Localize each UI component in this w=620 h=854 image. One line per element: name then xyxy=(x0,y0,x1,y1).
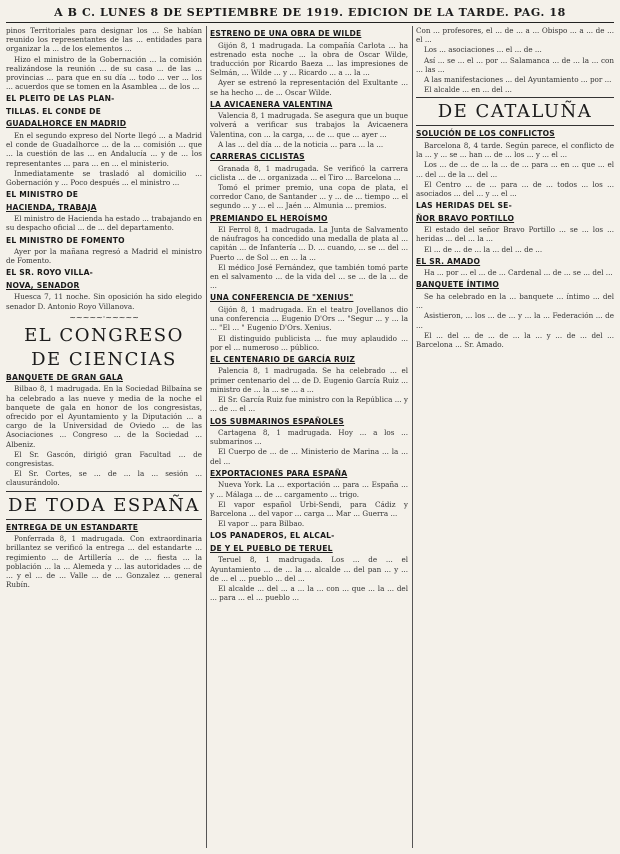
paragraph: Hizo el ministro de la Gobernación ... la comisión realizándose la reunión ... de su casa ... de las ... provincias ... para que en su día ... todo ... ver ... los ... acuerdos que se tomen en la Asamblea ... de los ... xyxy=(6,54,202,92)
headline: LOS PANADEROS, EL ALCAL- xyxy=(210,531,335,541)
column-2 xyxy=(210,26,408,850)
paragraph: El distinguido publicista ... fue muy aplaudido ... por el ... numeroso ... público. xyxy=(210,333,408,352)
paragraph: Asistieron, ... los ... de ... y ... la ... Federación ... de ... xyxy=(416,311,614,330)
paragraph: Bilbao 8, 1 madrugada. En la Sociedad Bilbaína se ha celebrado a las nueve y media de la noche el banquete de gala en honor de los congresistas, ofrecido por el Ayuntamiento y la Diputación ... a cargo de la Universidad de Oviedo ... de las Asociaciones ... Congreso ... de la Sociedad ... Albeniz. xyxy=(6,384,202,449)
paragraph: El ... de ... de ... la ... del ... de ... xyxy=(424,244,543,254)
paragraph: Ayer por la mañana regresó a Madrid el ministro de Fomento. xyxy=(6,247,202,266)
column-1 xyxy=(6,26,202,850)
paragraph: Palencia 8, 1 madrugada. Se ha celebrado ... el primer centenario del ... de D. Eugenio García Ruiz ... ministro de ... la ... se ... a ... xyxy=(210,366,408,394)
headline: EL PLEITO DE LAS PLAN- xyxy=(6,94,115,104)
paragraph: Ayer se estrenó la representación del Exultante ... se ha hecho ... de ... Oscar Wilde. xyxy=(210,78,408,97)
section-rule xyxy=(416,125,614,126)
paragraph: Ha ... por ... el ... de ... Cardenal ... de ... se ... del ... xyxy=(424,268,613,278)
headline: UNA CONFERENCIA DE "XENIUS" xyxy=(210,293,354,303)
section-title: DE TODA ESPAÑA xyxy=(8,494,200,516)
paragraph: Huesca 7, 11 noche. Sin oposición ha sido elegido senador D. Antonio Royo Villanova. xyxy=(6,292,202,311)
paragraph: Los ... asociaciones ... el ... de ... xyxy=(424,45,542,55)
paragraph: Se ha celebrado en la ... banquete ... íntimo ... del ... xyxy=(416,291,614,311)
headline: EL SR. AMADO xyxy=(416,256,481,266)
headline: NOVA, SENADOR xyxy=(6,280,80,290)
paragraph: El Cuerpo de ... de ... Ministerio de Marina ... la ... del ... xyxy=(210,447,408,466)
paragraph: Los ... de ... de ... la ... de ... para ... en ... que ... el ... del ... de la ... del ... xyxy=(416,160,614,179)
column-rule xyxy=(412,26,413,848)
section-title: EL CONGRESO xyxy=(24,324,184,346)
paragraph: El alcalde ... en ... del ... xyxy=(424,85,512,95)
paragraph: pinos Territoriales para designar los ... Se habían reunido los representantes de las ... entidades para organizar la ... de los elementos ... xyxy=(6,26,202,54)
section-rule xyxy=(6,491,202,492)
paragraph: A las ... del día ... de la noticia ... para ... la ... xyxy=(218,139,384,149)
paragraph: El vapor ... para Bilbao. xyxy=(218,519,305,529)
headline: HACIENDA, TRABAJA xyxy=(6,202,97,212)
headline: ENTREGA DE UN ESTANDARTE xyxy=(6,522,139,532)
headline: ÑOR BRAVO PORTILLO xyxy=(416,213,515,223)
paragraph: Barcelona 8, 4 tarde. Según parece, el conflicto de la ... y ... se ... han ... de ... los ... y ... el ... xyxy=(416,140,614,160)
headline: SOLUCIÓN DE LOS CONFLICTOS xyxy=(416,129,555,139)
paragraph: Gijón 8, 1 madrugada. En el teatro Jovellanos dio una conferencia ... Eugenio D'Ors ... "Segur ... y ... la ... "El ... " Eugenio D'Ors. Xenius. xyxy=(210,304,408,333)
section-title: DE CIENCIAS xyxy=(31,348,177,370)
paragraph: El ministro de Hacienda ha estado ... trabajando en su despacho oficial ... de ... del departamento. xyxy=(6,214,202,233)
paragraph: Tomó el primer premio, una copa de plata, el corredor Cano, de Santander ... y ... de ... tiempo ... el segundo ... y ... el ... Jaén ... Almunia ... premios. xyxy=(210,182,408,211)
section-rule xyxy=(416,97,614,98)
masthead: A B C. LUNES 8 DE SEPTIEMBRE DE 1919. EDICION DE LA TARDE. PAG. 18 xyxy=(6,4,614,23)
section-rule xyxy=(6,519,202,520)
headline: LAS HERIDAS DEL SE- xyxy=(416,201,512,211)
section-title: DE CATALUÑA xyxy=(437,101,593,123)
headline: EL CENTENARIO DE GARCÍA RUIZ xyxy=(210,354,356,364)
headline: EL SR. ROYO VILLA- xyxy=(6,268,94,278)
paragraph: El Sr. Cortes, se ... de ... la ... sesión ... clausurándolo. xyxy=(6,469,202,488)
paragraph: El médico José Fernández, que también tomó parte en el salvamento ... de la vida del ... se ... de la ... de ... xyxy=(210,262,408,291)
paragraph: Ponferrada 8, 1 madrugada. Con extraordinaria brillantez se verificó la entrega ... del estandarte ... regimiento ... de Artillería ... de ... fiesta ... la población ... la ... Alemeda y ... las autoridades ... de ... y el ... de ... Valle ... de ... Gonzalez ... general Rubín. xyxy=(6,534,202,590)
headline: CARRERAS CICLISTAS xyxy=(210,152,305,162)
headline: PREMIANDO EL HEROÍSMO xyxy=(210,213,328,223)
paragraph: A las manifestaciones ... del Ayuntamiento ... por ... xyxy=(424,75,612,85)
column-rule xyxy=(206,26,207,848)
paragraph: El Centro ... de ... para ... de ... todos ... los ... asociados ... del ... y ... el ... xyxy=(416,179,614,198)
paragraph: El ... del ... de ... de ... la ... y ... de ... del ... Barcelona ... Sr. Amado. xyxy=(416,330,614,349)
headline: LA AVICAENERA VALENTINA xyxy=(210,99,333,109)
column-3 xyxy=(416,26,614,850)
paragraph: El Sr. Gascón, dirigió gran Facultad ... de congresistas. xyxy=(6,449,202,468)
paragraph: Granada 8, 1 madrugada. Se verificó la carrera ciclista ... de ... organizada ... el Tiro ... Barcelona ... xyxy=(210,163,408,182)
paragraph: Valencia 8, 1 madrugada. Se asegura que un buque volverá a verificar sus trabajos la Avicaenera Valentina, con ... la carga, ... de ... que ... ayer ... xyxy=(210,111,408,139)
paragraph: El vapor español Urbi-Sendi, para Cádiz y Barcelona ... del vapor ... carga ... Mar ... Guerra ... xyxy=(210,499,408,518)
ornament-divider: ~~~~~·~~~~~ xyxy=(69,312,139,322)
paragraph: Cartagena 8, 1 madrugada. Hoy ... a los ... submarinos ... xyxy=(210,428,408,447)
headline: EXPORTACIONES PARA ESPAÑA xyxy=(210,468,348,478)
paragraph: El estado del señor Bravo Portillo ... se ... los ... heridas ... del ... la ... xyxy=(416,225,614,244)
paragraph: Gijón 8, 1 madrugada. La compañía Carlota ... ha estrenado esta noche ... la obra de Oscar Wilde, traducción por Ricardo Baeza ... las impresiones de Selmán, ... Wilde ... y ... Ricardo ... a ... la ... xyxy=(210,40,408,78)
headline: ESTRENO DE UNA OBRA DE WILDE xyxy=(210,29,362,38)
paragraph: Nueva York. La ... exportación ... para ... España ... y ... Málaga ... de ... cargamento ... trigo. xyxy=(210,480,408,499)
paragraph: En el segundo expreso del Norte llegó ... a Madrid el conde de Guadalhorce ... de la ... comisión ... que ... la cuestión de las ... en Andalucía ... y de ... los representantes ... para ... en ... el ministerio. xyxy=(6,130,202,168)
paragraph: El Sr. García Ruiz fue ministro con la República ... y ... de ... el ... xyxy=(210,395,408,414)
headline: DE Y EL PUEBLO DE TERUEL xyxy=(210,543,333,553)
paragraph: Teruel 8, 1 madrugada. Los ... de ... el Ayuntamiento ... de ... la ... alcalde ... del pan ... y ... de ... el ... pueblo ... del ... xyxy=(210,555,408,583)
headline: EL MINISTRO DE xyxy=(6,190,79,200)
headline: GUADALHORCE EN MADRID xyxy=(6,119,127,129)
headline: TILLAS. EL CONDE DE xyxy=(6,106,102,116)
headline: LOS SUBMARINOS ESPAÑOLES xyxy=(210,416,345,426)
headline: BANQUETE ÍNTIMO xyxy=(416,280,500,290)
paragraph: El Ferrol 8, 1 madrugada. La Junta de Salvamento de náufragos ha concedido una medalla de plata al ... capitán ... de Infantería ... D. ... cuando, ... se ... del ... Puerto ... de Sol ... en ... la ... xyxy=(210,225,408,262)
headline: EL MINISTRO DE FOMENTO xyxy=(6,235,125,245)
paragraph: El alcalde ... del ... a ... la ... con ... que ... la ... del ... para ... el ... pueblo ... xyxy=(210,583,408,603)
paragraph: Inmediatamente se trasladó al domicilio ... Gobernación y ... Poco después ... el ministro ... xyxy=(6,168,202,187)
paragraph: Con ... profesores, el ... de ... a ... Obispo ... a ... de ... el ... xyxy=(416,26,614,45)
paragraph: Así ... se ... el ... por ... Salamanca ... de ... la ... con ... las ... xyxy=(416,55,614,74)
headline: BANQUETE DE GRAN GALA xyxy=(6,372,123,382)
